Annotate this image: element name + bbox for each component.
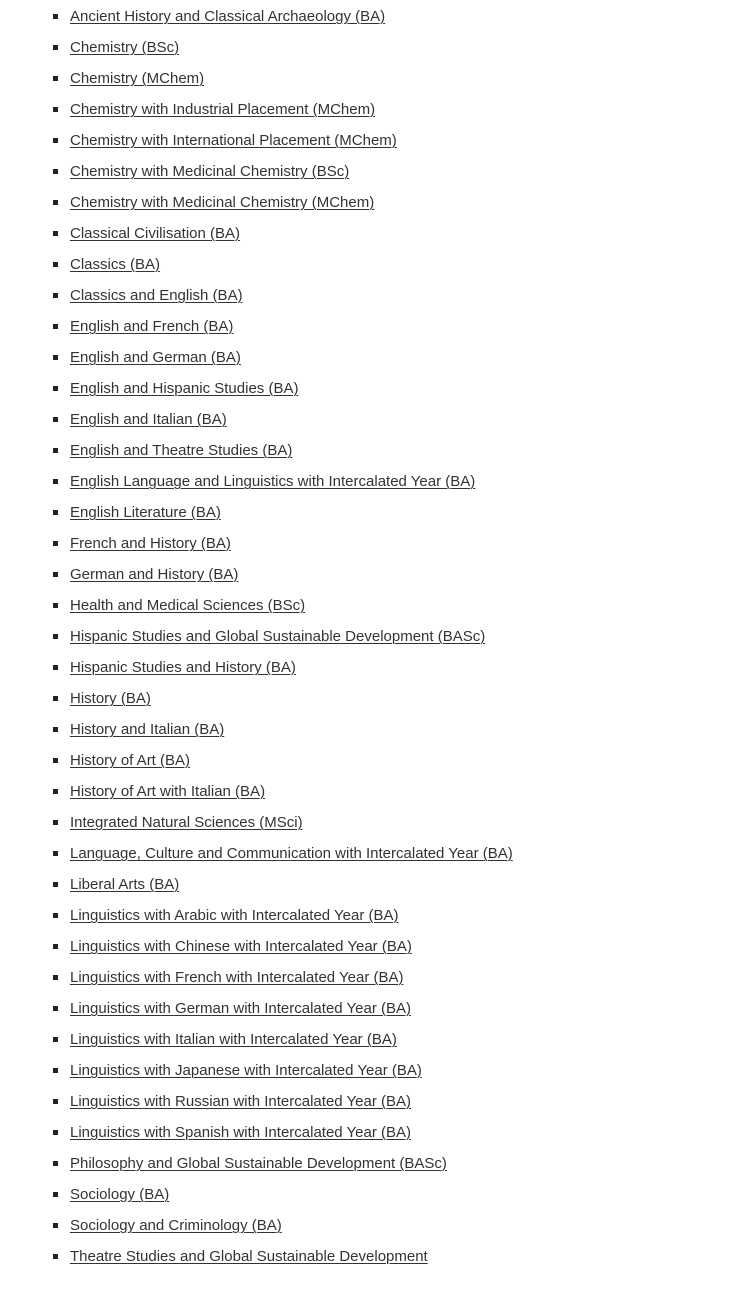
bullet-icon — [53, 1068, 58, 1073]
bullet-icon — [53, 758, 58, 763]
course-link[interactable]: History and Italian (BA) — [70, 721, 225, 738]
course-link[interactable]: Health and Medical Sciences (BSc) — [70, 597, 306, 614]
bullet-icon — [53, 479, 58, 484]
list-item — [52, 624, 513, 655]
bullet-icon — [53, 913, 58, 918]
bullet-icon — [53, 448, 58, 453]
course-link[interactable]: Philosophy and Global Sustainable Development (BASc) — [70, 1155, 447, 1172]
bullet-icon — [53, 541, 58, 546]
bullet-icon — [53, 975, 58, 980]
course-link[interactable]: German and History (BA) — [70, 566, 239, 583]
list-item — [52, 314, 513, 345]
list-item — [52, 1244, 513, 1275]
list-item — [52, 283, 513, 314]
list-item — [52, 35, 513, 66]
list-item — [52, 562, 513, 593]
bullet-icon — [53, 665, 58, 670]
course-link[interactable]: Chemistry with Industrial Placement (MChem) — [70, 101, 376, 118]
course-link[interactable]: Ancient History and Classical Archaeology (BA) — [70, 8, 386, 25]
list-item — [52, 97, 513, 128]
course-link[interactable]: Chemistry (MChem) — [70, 70, 205, 87]
course-link[interactable]: History of Art with Italian (BA) — [70, 783, 266, 800]
bullet-icon — [53, 696, 58, 701]
course-link[interactable]: English and Italian (BA) — [70, 411, 227, 428]
bullet-icon — [53, 1192, 58, 1197]
bullet-icon — [53, 634, 58, 639]
bullet-icon — [53, 262, 58, 267]
list-item — [52, 996, 513, 1027]
bullet-icon — [53, 200, 58, 205]
bullet-icon — [53, 45, 58, 50]
list-item — [52, 655, 513, 686]
list-item — [52, 531, 513, 562]
list-item — [52, 1120, 513, 1151]
list-item — [52, 965, 513, 996]
list-item — [52, 593, 513, 624]
course-link[interactable]: Chemistry with Medicinal Chemistry (BSc) — [70, 163, 350, 180]
bullet-icon — [53, 882, 58, 887]
list-item — [52, 221, 513, 252]
bullet-icon — [53, 76, 58, 81]
list-item — [52, 190, 513, 221]
bullet-icon — [53, 107, 58, 112]
list-item — [52, 376, 513, 407]
list-item — [52, 128, 513, 159]
bullet-icon — [53, 14, 58, 19]
bullet-icon — [53, 789, 58, 794]
course-link[interactable]: Hispanic Studies and Global Sustainable Development (BASc) — [70, 628, 486, 645]
course-link[interactable]: Linguistics with German with Intercalated Year (BA) — [70, 1000, 411, 1017]
list-item — [52, 66, 513, 97]
bullet-icon — [53, 231, 58, 236]
bullet-icon — [53, 386, 58, 391]
course-link[interactable]: Linguistics with Arabic with Intercalated Year (BA) — [70, 907, 399, 924]
bullet-icon — [53, 851, 58, 856]
list-item — [52, 500, 513, 531]
list-item — [52, 252, 513, 283]
list-item — [52, 1058, 513, 1089]
list-item — [52, 1151, 513, 1182]
bullet-icon — [53, 1161, 58, 1166]
course-link[interactable]: English and French (BA) — [70, 318, 234, 335]
bullet-icon — [53, 1037, 58, 1042]
list-item — [52, 438, 513, 469]
course-link[interactable]: Classics and English (BA) — [70, 287, 243, 304]
bullet-icon — [53, 417, 58, 422]
list-item — [52, 903, 513, 934]
course-link[interactable]: Chemistry with International Placement (MChem) — [70, 132, 397, 149]
course-link[interactable]: Sociology (BA) — [70, 1186, 170, 1203]
bullet-icon — [53, 169, 58, 174]
list-item — [52, 469, 513, 500]
bullet-icon — [53, 1223, 58, 1228]
course-link[interactable]: Chemistry with Medicinal Chemistry (MChem) — [70, 194, 375, 211]
course-link[interactable]: Sociology and Criminology (BA) — [70, 1217, 282, 1234]
bullet-icon — [53, 820, 58, 825]
bullet-icon — [53, 510, 58, 515]
course-link[interactable]: Liberal Arts (BA) — [70, 876, 180, 893]
course-link[interactable]: Linguistics with Italian with Intercalated Year (BA) — [70, 1031, 397, 1048]
course-link[interactable]: Chemistry (BSc) — [70, 39, 180, 56]
bullet-icon — [53, 293, 58, 298]
list-item — [52, 1027, 513, 1058]
list-item — [52, 810, 513, 841]
list-item — [52, 934, 513, 965]
list-item — [52, 1213, 513, 1244]
bullet-icon — [53, 138, 58, 143]
bullet-icon — [53, 1099, 58, 1104]
list-item — [52, 407, 513, 438]
list-item — [52, 748, 513, 779]
list-item — [52, 1182, 513, 1213]
bullet-icon — [53, 572, 58, 577]
course-link[interactable]: Language, Culture and Communication with Intercalated Year (BA) — [70, 845, 513, 862]
list-item — [52, 1089, 513, 1120]
list-item — [52, 4, 513, 35]
course-link[interactable]: French and History (BA) — [70, 535, 231, 552]
course-link[interactable]: English and Hispanic Studies (BA) — [70, 380, 299, 397]
course-link[interactable]: Linguistics with French with Intercalated Year (BA) — [70, 969, 404, 986]
course-link[interactable]: English and German (BA) — [70, 349, 241, 366]
bullet-icon — [53, 324, 58, 329]
course-list — [52, 4, 513, 1275]
list-item — [52, 345, 513, 376]
bullet-icon — [53, 727, 58, 732]
course-link[interactable]: English Language and Linguistics with Intercalated Year (BA) — [70, 473, 476, 490]
course-link[interactable]: Linguistics with Russian with Intercalated Year (BA) — [70, 1093, 412, 1110]
list-item — [52, 872, 513, 903]
course-link[interactable]: English Literature (BA) — [70, 504, 221, 521]
bullet-icon — [53, 1006, 58, 1011]
bullet-icon — [53, 355, 58, 360]
course-link[interactable]: Linguistics with Chinese with Intercalated Year (BA) — [70, 938, 412, 955]
course-link[interactable]: Integrated Natural Sciences (MSci) — [70, 814, 303, 831]
course-link[interactable]: Classical Civilisation (BA) — [70, 225, 241, 242]
list-item — [52, 841, 513, 872]
course-link[interactable]: Classics (BA) — [70, 256, 161, 273]
bullet-icon — [53, 944, 58, 949]
course-link[interactable]: English and Theatre Studies (BA) — [70, 442, 293, 459]
bullet-icon — [53, 603, 58, 608]
bullet-icon — [53, 1130, 58, 1135]
course-link[interactable]: History of Art (BA) — [70, 752, 191, 769]
course-link[interactable]: History (BA) — [70, 690, 151, 707]
course-link[interactable]: Hispanic Studies and History (BA) — [70, 659, 296, 676]
course-link[interactable]: Theatre Studies and Global Sustainable Development — [70, 1248, 428, 1265]
course-link[interactable]: Linguistics with Japanese with Intercalated Year (BA) — [70, 1062, 422, 1079]
bullet-icon — [53, 1254, 58, 1259]
list-item — [52, 779, 513, 810]
list-item — [52, 686, 513, 717]
list-item — [52, 717, 513, 748]
course-link[interactable]: Linguistics with Spanish with Intercalated Year (BA) — [70, 1124, 412, 1141]
list-item — [52, 159, 513, 190]
